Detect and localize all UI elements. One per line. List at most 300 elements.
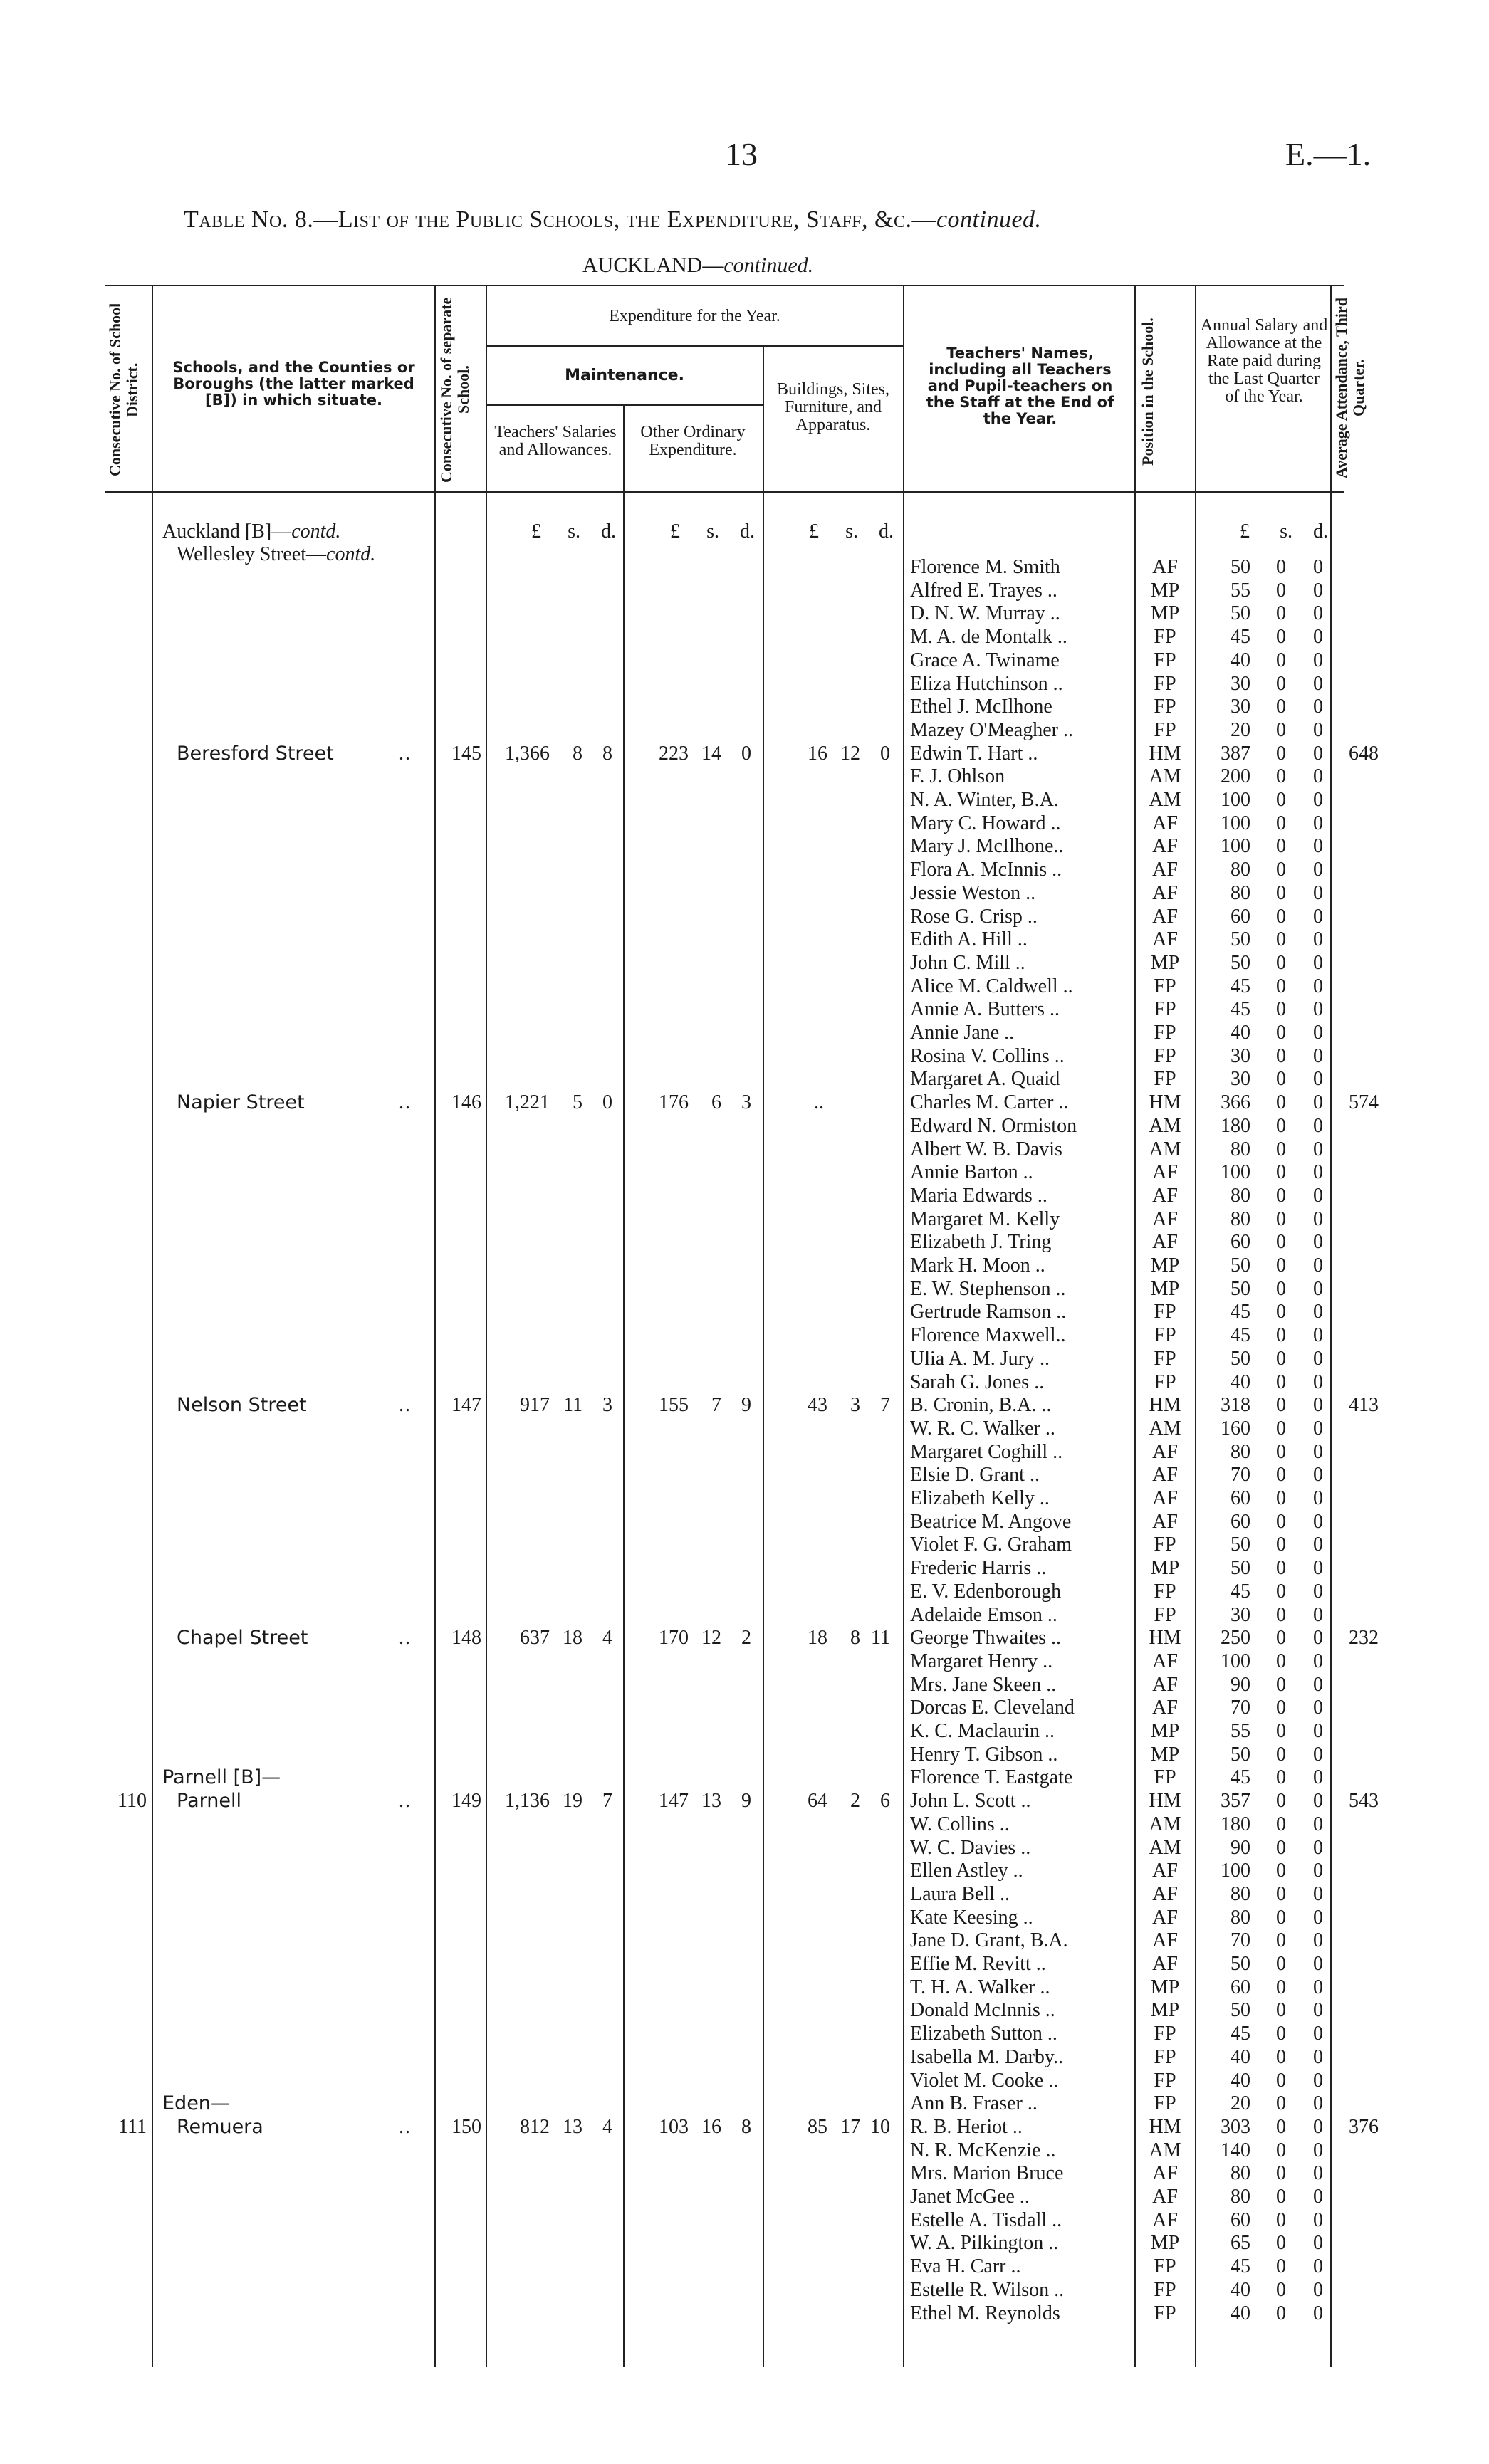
- table-title-main: List of the Public Schools, the Expenditure, Staff, &c.—: [338, 206, 936, 233]
- school-no-3: 147: [451, 1394, 481, 1417]
- teacher-name: Frederic Harris ..: [910, 1557, 1047, 1580]
- teacher-name: Violet M. Cooke ..: [910, 2069, 1059, 2092]
- salary-pence: 0: [1313, 2115, 1323, 2138]
- teacher-name: Estelle A. Tisdall ..: [910, 2208, 1062, 2231]
- leader-dots-6: ..: [399, 2115, 412, 2138]
- salary-pounds: 45: [1231, 998, 1250, 1021]
- salary-pence: 0: [1313, 2186, 1323, 2208]
- salary-pence: 0: [1313, 859, 1323, 881]
- salary-pounds: 60: [1231, 1487, 1250, 1509]
- salary-pounds: 45: [1231, 2023, 1250, 2045]
- salary-pounds: 70: [1231, 1697, 1250, 1719]
- salary-pounds: 20: [1231, 2092, 1250, 2115]
- salary-pounds: 45: [1231, 975, 1250, 997]
- salary-shillings: 0: [1276, 1999, 1286, 2022]
- teacher-name: Florence M. Smith: [910, 556, 1060, 578]
- region-name: AUCKLAND—: [582, 253, 724, 277]
- teacher-position: FP: [1154, 2255, 1176, 2278]
- salary-pounds: 50: [1231, 951, 1250, 974]
- teacher-name: Rosina V. Collins ..: [910, 1044, 1065, 1067]
- header-maintenance: Maintenance.: [565, 367, 684, 384]
- attendance-3: 413: [1349, 1394, 1379, 1417]
- teacher-name: Jessie Weston ..: [910, 881, 1036, 904]
- bs-shillings-4: 8: [850, 1627, 860, 1650]
- table-title: [184, 206, 1042, 234]
- school-name-0: [177, 542, 375, 566]
- teacher-position: FP: [1154, 975, 1176, 997]
- teacher-position: AM: [1149, 1114, 1181, 1137]
- salary-pence: 0: [1313, 1114, 1323, 1137]
- ts-pounds-3: 917: [520, 1394, 550, 1417]
- teacher-name: Margaret Coghill ..: [910, 1440, 1063, 1463]
- teacher-position: AM: [1149, 765, 1181, 788]
- region-cont: continued.: [723, 253, 814, 277]
- salary-shillings: 0: [1276, 975, 1286, 997]
- teacher-position: AF: [1152, 812, 1178, 834]
- oe-shillings-5: 13: [701, 1790, 721, 1813]
- teacher-name: E. W. Stephenson ..: [910, 1277, 1066, 1300]
- salary-pounds: 140: [1221, 2139, 1250, 2161]
- salary-pounds: 45: [1231, 1580, 1250, 1603]
- salary-shillings: 0: [1276, 1254, 1286, 1276]
- ts-shillings-6: 13: [563, 2115, 582, 2138]
- teacher-name: B. Cronin, B.A. ..: [910, 1394, 1052, 1417]
- salary-pounds: 60: [1231, 905, 1250, 928]
- salary-shillings: 0: [1276, 2023, 1286, 2045]
- teacher-name: Maria Edwards ..: [910, 1184, 1047, 1207]
- teacher-position: FP: [1154, 1370, 1176, 1393]
- ts-pence-6: 4: [602, 2115, 612, 2138]
- salary-shillings: 0: [1276, 1510, 1286, 1533]
- salary-pounds: 45: [1231, 2255, 1250, 2278]
- salary-shillings: 0: [1276, 1091, 1286, 1114]
- teacher-position: FP: [1154, 1534, 1176, 1556]
- teacher-name: N. R. McKenzie ..: [910, 2139, 1056, 2161]
- salary-pence: 0: [1313, 1231, 1323, 1254]
- teacher-position: FP: [1154, 1603, 1176, 1626]
- teacher-position: AF: [1152, 1440, 1178, 1463]
- teacher-name: K. C. Maclaurin ..: [910, 1720, 1055, 1742]
- teacher-position: AF: [1152, 1464, 1178, 1487]
- teacher-position: MP: [1150, 1254, 1180, 1276]
- school-no-5: 149: [451, 1790, 481, 1813]
- teacher-position: HM: [1149, 1790, 1181, 1813]
- salary-shillings: 0: [1276, 1417, 1286, 1440]
- teacher-name: R. B. Heriot ..: [910, 2115, 1023, 2138]
- school-name-cont: contd.: [326, 543, 376, 565]
- teacher-name: T. H. A. Walker ..: [910, 1976, 1050, 1998]
- bs-shillings-3: 3: [850, 1394, 860, 1417]
- salary-shillings: 0: [1276, 2302, 1286, 2324]
- school-name-text: Beresford Street: [177, 742, 334, 765]
- attendance-5: 543: [1349, 1790, 1379, 1813]
- school-name-text: Parnell: [177, 1790, 241, 1813]
- teacher-name: Mazey O'Meagher ..: [910, 718, 1073, 741]
- leader-dots-4: ..: [399, 1627, 412, 1650]
- teacher-position: FP: [1154, 1022, 1176, 1044]
- salary-pounds: 30: [1231, 1044, 1250, 1067]
- unit-pence-ts: d.: [601, 520, 616, 542]
- salary-shillings: 0: [1276, 1766, 1286, 1789]
- salary-shillings: 0: [1276, 1813, 1286, 1835]
- teacher-name: Ulia A. M. Jury ..: [910, 1347, 1050, 1370]
- salary-pounds: 50: [1231, 1534, 1250, 1556]
- salary-pounds: 250: [1221, 1627, 1250, 1650]
- oe-shillings-6: 16: [701, 2115, 721, 2138]
- teacher-position: HM: [1149, 2115, 1181, 2138]
- salary-pence: 0: [1313, 2139, 1323, 2161]
- salary-shillings: 0: [1276, 765, 1286, 788]
- salary-pence: 0: [1313, 1580, 1323, 1603]
- teacher-position: MP: [1150, 1277, 1180, 1300]
- teacher-position: MP: [1150, 602, 1180, 625]
- teacher-position: FP: [1154, 1580, 1176, 1603]
- salary-shillings: 0: [1276, 2139, 1286, 2161]
- header-schools: Schools, and the Counties or Boroughs (the latter marked [B]) in which situate.: [172, 359, 415, 409]
- leader-dots-2: ..: [399, 1091, 412, 1114]
- district-no-6: 111: [118, 2115, 147, 2138]
- bs-shillings-1: 12: [840, 742, 860, 765]
- salary-shillings: 0: [1276, 1953, 1286, 1975]
- teacher-position: AM: [1149, 2139, 1181, 2161]
- teacher-name: Albert W. B. Davis: [910, 1138, 1062, 1160]
- col-divider-2: [434, 285, 436, 2367]
- teacher-name: M. A. de Montalk ..: [910, 626, 1067, 649]
- teacher-name: Flora A. McInnis ..: [910, 859, 1062, 881]
- school-name-text: Remuera: [177, 2115, 263, 2138]
- teacher-name: Mary J. McIlhone..: [910, 835, 1064, 858]
- teacher-name: Laura Bell ..: [910, 1882, 1010, 1905]
- salary-pence: 0: [1313, 742, 1323, 765]
- salary-shillings: 0: [1276, 1882, 1286, 1905]
- salary-shillings: 0: [1276, 789, 1286, 811]
- salary-pounds: 50: [1231, 1743, 1250, 1766]
- teacher-name: Ethel M. Reynolds: [910, 2302, 1060, 2324]
- salary-pounds: 45: [1231, 1766, 1250, 1789]
- salary-pounds: 50: [1231, 1557, 1250, 1580]
- header-position: Position in the School.: [1139, 318, 1156, 466]
- salary-pounds: 80: [1231, 1440, 1250, 1463]
- salary-pounds: 70: [1231, 1464, 1250, 1487]
- ts-pence-4: 4: [602, 1627, 612, 1650]
- salary-pence: 0: [1313, 1534, 1323, 1556]
- teacher-position: AF: [1152, 1161, 1178, 1184]
- salary-pence: 0: [1313, 1022, 1323, 1044]
- salary-shillings: 0: [1276, 1138, 1286, 1160]
- salary-pence: 0: [1313, 556, 1323, 578]
- salary-shillings: 0: [1276, 2115, 1286, 2138]
- district-label-5: [162, 1766, 281, 1789]
- salary-pence: 0: [1313, 1929, 1323, 1952]
- salary-pounds: 60: [1231, 1976, 1250, 1998]
- attendance-2: 574: [1349, 1091, 1379, 1114]
- salary-pounds: 60: [1231, 2208, 1250, 2231]
- teacher-position: FP: [1154, 1068, 1176, 1091]
- teacher-name: Donald McInnis ..: [910, 1999, 1055, 2022]
- salary-shillings: 0: [1276, 2069, 1286, 2092]
- oe-shillings-2: 6: [711, 1091, 721, 1114]
- ts-pounds-6: 812: [520, 2115, 550, 2138]
- salary-pence: 0: [1313, 1440, 1323, 1463]
- teacher-position: FP: [1154, 1766, 1176, 1789]
- salary-shillings: 0: [1276, 951, 1286, 974]
- salary-pence: 0: [1313, 1860, 1323, 1882]
- salary-pounds: 50: [1231, 556, 1250, 578]
- salary-shillings: 0: [1276, 2208, 1286, 2231]
- salary-pence: 0: [1313, 951, 1323, 974]
- oe-shillings-1: 14: [701, 742, 721, 765]
- bs-pence-3: 7: [880, 1394, 890, 1417]
- teacher-name: Eva H. Carr ..: [910, 2255, 1021, 2278]
- salary-pounds: 303: [1221, 2115, 1250, 2138]
- salary-pounds: 30: [1231, 696, 1250, 718]
- salary-pence: 0: [1313, 2069, 1323, 2092]
- teacher-position: MP: [1150, 1999, 1180, 2022]
- teacher-name: Edith A. Hill ..: [910, 928, 1028, 951]
- unit-shilling-bs: s.: [845, 520, 858, 542]
- unit-shilling-oe: s.: [706, 520, 719, 542]
- district-label-text: Eden—: [162, 2092, 230, 2115]
- header-school-no: Consecutive No. of separate School.: [437, 297, 472, 483]
- salary-shillings: 0: [1276, 2186, 1286, 2208]
- salary-pence: 0: [1313, 2208, 1323, 2231]
- teacher-name: Beatrice M. Angove: [910, 1510, 1072, 1533]
- teacher-position: AF: [1152, 1860, 1178, 1882]
- salary-pounds: 40: [1231, 2045, 1250, 2068]
- salary-pounds: 100: [1221, 1161, 1250, 1184]
- maintenance-rule: [486, 404, 763, 406]
- salary-pence: 0: [1313, 1068, 1323, 1091]
- salary-pence: 0: [1313, 2023, 1323, 2045]
- salary-pounds: 80: [1231, 2186, 1250, 2208]
- salary-pounds: 80: [1231, 1207, 1250, 1230]
- salary-pence: 0: [1313, 1882, 1323, 1905]
- salary-pence: 0: [1313, 1161, 1323, 1184]
- teacher-position: FP: [1154, 2278, 1176, 2301]
- salary-pounds: 357: [1221, 1790, 1250, 1813]
- salary-shillings: 0: [1276, 1161, 1286, 1184]
- school-no-6: 150: [451, 2115, 481, 2138]
- unit-shilling-salary: s.: [1280, 520, 1292, 542]
- bs-pence-1: 0: [880, 742, 890, 765]
- salary-pounds: 160: [1221, 1417, 1250, 1440]
- salary-pence: 0: [1313, 649, 1323, 671]
- salary-shillings: 0: [1276, 2278, 1286, 2301]
- teacher-position: MP: [1150, 951, 1180, 974]
- salary-pounds: 387: [1221, 742, 1250, 765]
- salary-pounds: 50: [1231, 1347, 1250, 1370]
- ts-pounds-5: 1,136: [505, 1790, 550, 1813]
- salary-shillings: 0: [1276, 2162, 1286, 2185]
- salary-pence: 0: [1313, 1603, 1323, 1626]
- salary-pounds: 50: [1231, 1277, 1250, 1300]
- teacher-position: HM: [1149, 1627, 1181, 1650]
- table-title-prefix: Table No. 8.—: [184, 206, 338, 233]
- salary-shillings: 0: [1276, 1836, 1286, 1859]
- school-no-1: 145: [451, 742, 481, 765]
- salary-pounds: 70: [1231, 1929, 1250, 1952]
- teacher-position: AF: [1152, 835, 1178, 858]
- teacher-name: Elizabeth Sutton ..: [910, 2023, 1057, 2045]
- unit-pence-bs: d.: [879, 520, 894, 542]
- unit-pence-oe: d.: [740, 520, 755, 542]
- table-title-cont: continued.: [936, 206, 1042, 233]
- header-teachers-salaries: Teachers' Salaries and Allowances.: [494, 423, 617, 459]
- teacher-position: AF: [1152, 1487, 1178, 1509]
- salary-shillings: 0: [1276, 2045, 1286, 2068]
- salary-shillings: 0: [1276, 1464, 1286, 1487]
- salary-shillings: 0: [1276, 1022, 1286, 1044]
- leader-dots-5: ..: [399, 1790, 412, 1813]
- teacher-position: FP: [1154, 2023, 1176, 2045]
- ts-pounds-1: 1,366: [505, 742, 550, 765]
- salary-shillings: 0: [1276, 881, 1286, 904]
- salary-pence: 0: [1313, 1184, 1323, 1207]
- ts-shillings-1: 8: [573, 742, 582, 765]
- salary-shillings: 0: [1276, 2255, 1286, 2278]
- attendance-6: 376: [1349, 2115, 1379, 2138]
- salary-pence: 0: [1313, 998, 1323, 1021]
- salary-shillings: 0: [1276, 1720, 1286, 1742]
- teacher-position: FP: [1154, 2302, 1176, 2324]
- salary-pence: 0: [1313, 1697, 1323, 1719]
- teacher-position: HM: [1149, 1091, 1181, 1114]
- salary-pence: 0: [1313, 1417, 1323, 1440]
- school-name-text: Chapel Street: [177, 1627, 308, 1650]
- teacher-position: AF: [1152, 928, 1178, 951]
- salary-pence: 0: [1313, 2162, 1323, 2185]
- ts-pounds-4: 637: [520, 1627, 550, 1650]
- oe-pounds-6: 103: [659, 2115, 689, 2138]
- salary-shillings: 0: [1276, 1394, 1286, 1417]
- bs-dots-2: ..: [814, 1091, 824, 1114]
- salary-pounds: 20: [1231, 718, 1250, 741]
- salary-pounds: 65: [1231, 2232, 1250, 2255]
- salary-shillings: 0: [1276, 2232, 1286, 2255]
- header-teacher-names: Teachers' Names, including all Teachers and Pupil-teachers on the Staff at the End of the Year.: [926, 345, 1114, 427]
- teacher-name: D. N. W. Murray ..: [910, 602, 1060, 625]
- salary-shillings: 0: [1276, 1929, 1286, 1952]
- oe-pounds-1: 223: [659, 742, 689, 765]
- teacher-name: Estelle R. Wilson ..: [910, 2278, 1065, 2301]
- teacher-position: AF: [1152, 1510, 1178, 1533]
- salary-pence: 0: [1313, 1999, 1323, 2022]
- salary-shillings: 0: [1276, 1044, 1286, 1067]
- salary-shillings: 0: [1276, 835, 1286, 858]
- salary-shillings: 0: [1276, 812, 1286, 834]
- teacher-name: Elsie D. Grant ..: [910, 1464, 1040, 1487]
- oe-pence-5: 9: [741, 1790, 751, 1813]
- salary-pence: 0: [1313, 1044, 1323, 1067]
- bs-shillings-6: 17: [840, 2115, 860, 2138]
- teacher-position: AF: [1152, 556, 1178, 578]
- salary-shillings: 0: [1276, 905, 1286, 928]
- salary-pounds: 180: [1221, 1114, 1250, 1137]
- salary-shillings: 0: [1276, 1184, 1286, 1207]
- salary-shillings: 0: [1276, 1114, 1286, 1137]
- teacher-name: Dorcas E. Cleveland: [910, 1697, 1075, 1719]
- salary-shillings: 0: [1276, 1347, 1286, 1370]
- teacher-position: FP: [1154, 1324, 1176, 1347]
- salary-pence: 0: [1313, 812, 1323, 834]
- teacher-name: Sarah G. Jones ..: [910, 1370, 1045, 1393]
- salary-shillings: 0: [1276, 1673, 1286, 1696]
- salary-pence: 0: [1313, 2092, 1323, 2115]
- school-name-4: [177, 1626, 308, 1650]
- unit-shilling-ts: s.: [568, 520, 580, 542]
- unit-pound-bs: £: [809, 520, 819, 542]
- salary-pounds: 100: [1221, 1650, 1250, 1672]
- teacher-position: AF: [1152, 2162, 1178, 2185]
- salary-pounds: 100: [1221, 789, 1250, 811]
- teacher-name: George Thwaites ..: [910, 1627, 1062, 1650]
- header-bottom-rule: [105, 491, 1344, 493]
- teacher-name: N. A. Winter, B.A.: [910, 789, 1059, 811]
- salary-shillings: 0: [1276, 1370, 1286, 1393]
- teacher-position: AF: [1152, 1929, 1178, 1952]
- oe-shillings-3: 7: [711, 1394, 721, 1417]
- teacher-position: AF: [1152, 881, 1178, 904]
- ts-shillings-4: 18: [563, 1627, 582, 1650]
- oe-pence-6: 8: [741, 2115, 751, 2138]
- salary-pounds: 45: [1231, 626, 1250, 649]
- salary-shillings: 0: [1276, 1231, 1286, 1254]
- salary-shillings: 0: [1276, 1487, 1286, 1509]
- salary-pounds: 55: [1231, 579, 1250, 602]
- salary-pounds: 180: [1221, 1813, 1250, 1835]
- teacher-name: Rose G. Crisp ..: [910, 905, 1038, 928]
- teacher-name: Violet F. G. Graham: [910, 1534, 1072, 1556]
- salary-pence: 0: [1313, 1277, 1323, 1300]
- salary-pounds: 90: [1231, 1673, 1250, 1696]
- salary-pounds: 40: [1231, 1370, 1250, 1393]
- salary-pence: 0: [1313, 1766, 1323, 1789]
- salary-pounds: 80: [1231, 1882, 1250, 1905]
- expenditure-rule: [486, 345, 903, 347]
- salary-pounds: 100: [1221, 1860, 1250, 1882]
- salary-pounds: 40: [1231, 2069, 1250, 2092]
- school-name-5: [177, 1789, 241, 1813]
- district-label-text: Auckland [B]—: [162, 520, 292, 542]
- teacher-name: Janet McGee ..: [910, 2186, 1030, 2208]
- salary-shillings: 0: [1276, 1603, 1286, 1626]
- bs-pounds-5: 64: [808, 1790, 827, 1813]
- district-label-0: [162, 520, 340, 543]
- salary-pence: 0: [1313, 2302, 1323, 2324]
- ts-shillings-5: 19: [563, 1790, 582, 1813]
- salary-pence: 0: [1313, 975, 1323, 997]
- header-other-expenditure: Other Ordinary Expenditure.: [640, 423, 746, 459]
- salary-shillings: 0: [1276, 928, 1286, 951]
- teacher-name: Grace A. Twiname: [910, 649, 1060, 671]
- teacher-name: Mrs. Jane Skeen ..: [910, 1673, 1057, 1696]
- teacher-name: Elizabeth J. Tring: [910, 1231, 1052, 1254]
- teacher-name: Ethel J. McIlhone: [910, 696, 1052, 718]
- salary-shillings: 0: [1276, 1324, 1286, 1347]
- salary-pence: 0: [1313, 1743, 1323, 1766]
- teacher-name: Annie Jane ..: [910, 1022, 1015, 1044]
- salary-pence: 0: [1313, 696, 1323, 718]
- salary-pounds: 40: [1231, 2302, 1250, 2324]
- teacher-name: Henry T. Gibson ..: [910, 1743, 1058, 1766]
- salary-shillings: 0: [1276, 1860, 1286, 1882]
- unit-pound-ts: £: [531, 520, 541, 542]
- salary-pence: 0: [1313, 1650, 1323, 1672]
- salary-shillings: 0: [1276, 1743, 1286, 1766]
- teacher-position: FP: [1154, 2092, 1176, 2115]
- district-label-cont: contd.: [291, 520, 341, 542]
- teacher-name: Margaret A. Quaid: [910, 1068, 1060, 1091]
